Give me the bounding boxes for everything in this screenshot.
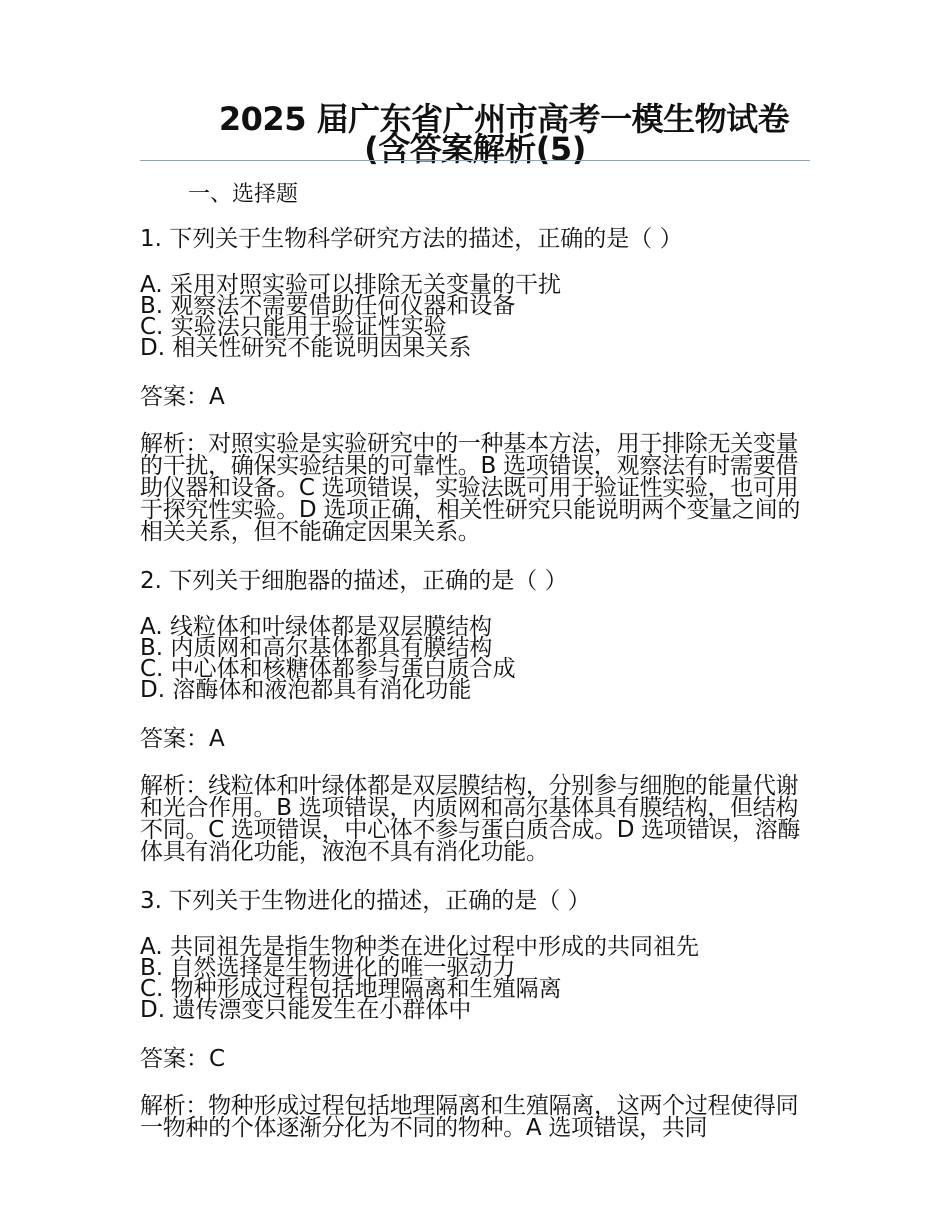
- question-block-2: [140, 565, 812, 863]
- question-block-3: [140, 885, 812, 1139]
- explanation-text: 解析：对照实验是实验研究中的一种基本方法，用于排除无关变量的干扰，确保实验结果的可靠性。B 选项错误，观察法有时需要借助仪器和设备。C 选项错误，实验法既可用于验证性实验，也可用于探究性实验。D 选项正确，相关性研究只能说明两个变量之间的相关关系，但不能确定因果关系。: [140, 431, 801, 545]
- option-b: B. 内质网和高尔基体都具有膜结构: [140, 635, 493, 661]
- section-heading: 一、选择题: [188, 182, 299, 207]
- option-d: D. 相关性研究不能说明因果关系: [140, 335, 472, 361]
- option-a: A. 线粒体和叶绿体都是双层膜结构: [140, 614, 492, 640]
- option-list: [140, 614, 812, 703]
- answer-text: 答案：A: [140, 384, 225, 410]
- explanation-text: 解析：物种形成过程包括地理隔离和生殖隔离，这两个过程使得同一物种的个体逐渐分化为不同的物种。A 选项错误，共同: [140, 1093, 799, 1141]
- title-line-2: (含答案解析(5): [364, 130, 586, 168]
- option-c: C. 中心体和核糖体都参与蛋白质合成: [140, 656, 516, 682]
- explanation-text: 解析：线粒体和叶绿体都是双层膜结构，分别参与细胞的能量代谢和光合作用。B 选项错误，内质网和高尔基体具有膜结构，但结构不同。C 选项错误，中心体不参与蛋白质合成。D 选项错误，溶酶体具有消化功能，液泡不具有消化功能。: [140, 773, 801, 865]
- question-stem: 1. 下列关于生物科学研究方法的描述，正确的是（ ）: [140, 226, 683, 252]
- option-a: A. 采用对照实验可以排除无关变量的干扰: [140, 272, 561, 298]
- question-stem: 2. 下列关于细胞器的描述，正确的是（ ）: [140, 568, 568, 594]
- option-c: C. 实验法只能用于验证性实验: [140, 314, 447, 340]
- option-b: B. 自然选择是生物进化的唯一驱动力: [140, 955, 516, 981]
- question-block-1: [140, 223, 812, 543]
- title-divider: [140, 160, 810, 161]
- option-b: B. 观察法不需要借助任何仪器和设备: [140, 293, 516, 319]
- option-list: [140, 272, 812, 361]
- option-d: D. 遗传漂变只能发生在小群体中: [140, 997, 472, 1023]
- option-d: D. 溶酶体和液泡都具有消化功能: [140, 677, 472, 703]
- title-line-1: 2025 届广东省广州市高考一模生物试卷: [218, 100, 790, 138]
- answer-text: 答案：C: [140, 1046, 226, 1072]
- option-a: A. 共同祖先是指生物种类在进化过程中形成的共同祖先: [140, 934, 699, 960]
- document-title: [140, 100, 810, 168]
- option-list: [140, 934, 812, 1023]
- question-stem: 3. 下列关于生物进化的描述，正确的是（ ）: [140, 888, 591, 914]
- question-list: [140, 223, 812, 1161]
- option-c: C. 物种形成过程包括地理隔离和生殖隔离: [140, 976, 562, 1002]
- answer-text: 答案：A: [140, 726, 225, 752]
